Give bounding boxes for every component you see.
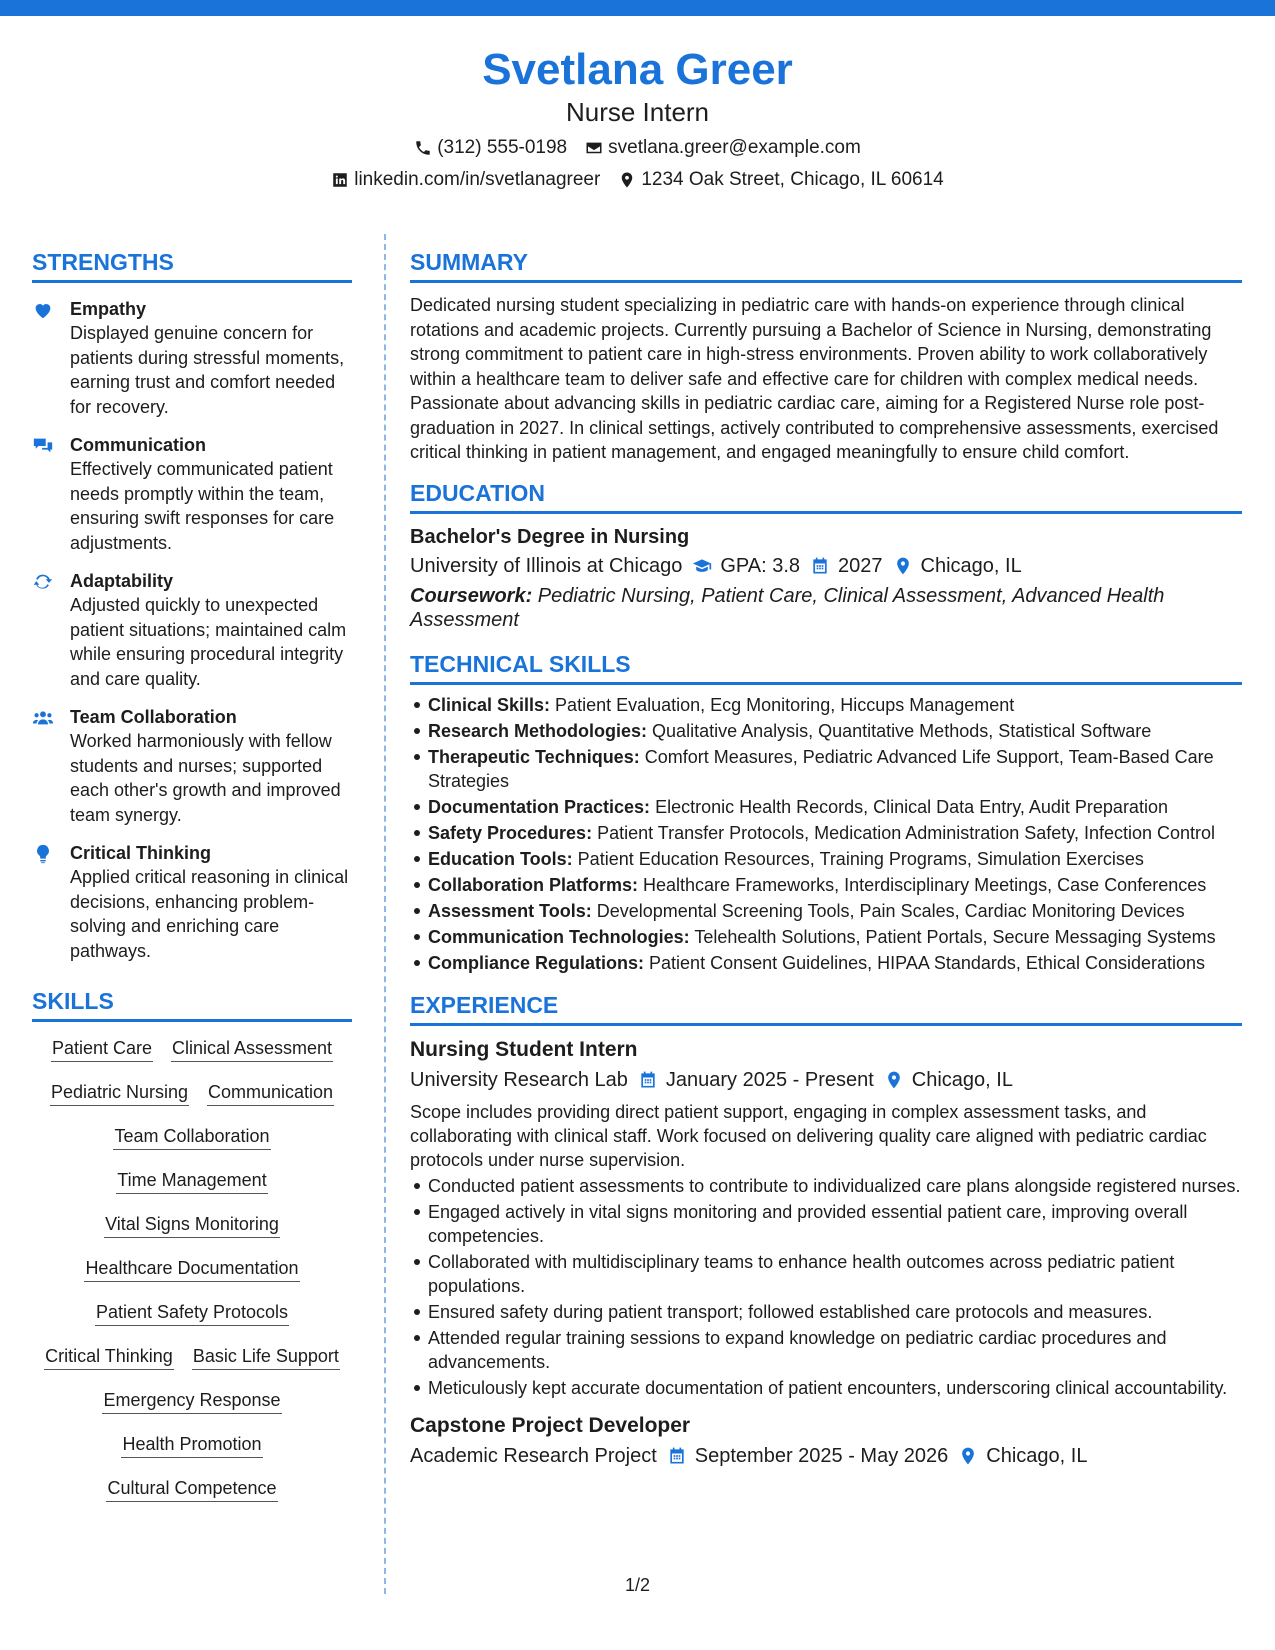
- skill-values: Patient Evaluation, Ecg Monitoring, Hiccups Management: [550, 694, 1015, 715]
- education-heading: EDUCATION: [410, 479, 1242, 514]
- skill-tag: Clinical Assessment: [171, 1036, 333, 1062]
- education-section: [410, 479, 1242, 632]
- linkedin-icon: [331, 171, 349, 189]
- list-item: [410, 719, 1242, 743]
- skill-tag: Basic Life Support: [192, 1344, 340, 1370]
- education-location: Chicago, IL: [920, 554, 1022, 577]
- strength-desc: Applied critical reasoning in clinical decisions, enhancing problem-solving and enriching care pathways.: [70, 867, 349, 961]
- strength-desc: Adjusted quickly to unexpected patient situations; maintained calm while ensuring procedural integrity and care quality.: [70, 595, 347, 689]
- map-pin-icon: [893, 556, 913, 576]
- skill-values: Qualitative Analysis, Quantitative Methods, Statistical Software: [647, 720, 1152, 741]
- skill-category: Therapeutic Techniques:: [428, 746, 640, 767]
- skill-category: Education Tools:: [428, 848, 573, 869]
- coursework-label: Coursework:: [410, 584, 533, 607]
- skill-category: Documentation Practices:: [428, 796, 651, 817]
- skill-values: Patient Consent Guidelines, HIPAA Standards, Ethical Considerations: [644, 952, 1206, 973]
- list-item: [410, 821, 1242, 845]
- job-description: Scope includes providing direct patient support, engaging in complex assessment tasks, and collaborating with clinical staff. Work focused on delivering quality care aligned with pediatric cardiac protocols under nurse supervision.: [410, 1101, 1207, 1170]
- strength-item: [32, 705, 352, 827]
- job-location: Chicago, IL: [911, 1068, 1013, 1091]
- coursework-list: Pediatric Nursing, Patient Care, Clinical Assessment, Advanced Health Assessment: [410, 584, 1165, 631]
- skill-tag: Time Management: [116, 1168, 267, 1194]
- skill-tag: Emergency Response: [102, 1388, 281, 1414]
- summary-text: Dedicated nursing student specializing in pediatric care with hands-on experience through clinical rotations and academic projects. Currently pursuing a Bachelor of Science in Nursing, demonstrating strong commitment to patient care in high-stress environments. Proven ability to work collaboratively within a healthcare team to deliver safe and effective care for children with complex medical needs. Passionate about advancing skills in pediatric cardiac care, aiming for a Registered Nurse role post-graduation in 2027. In clinical settings, actively contributed to comprehensive assessments, exercised critical thinking in patient management, and engaged meaningfully to ensure child comfort.: [410, 295, 1219, 462]
- job-bullets: [410, 1174, 1242, 1400]
- strength-desc: Displayed genuine concern for patients during stressful moments, earning trust and comfort needed for recovery.: [70, 323, 345, 417]
- skill-tag: Cultural Competence: [106, 1476, 277, 1502]
- lightbulb-icon: [32, 843, 54, 865]
- strength-title: Empathy: [70, 299, 147, 319]
- envelope-icon: [585, 139, 603, 157]
- address-text: 1234 Oak Street, Chicago, IL 60614: [641, 169, 944, 190]
- job-meta: [410, 1066, 1242, 1094]
- skill-category: Communication Technologies:: [428, 926, 690, 947]
- degree-title: Bachelor's Degree in Nursing: [410, 525, 690, 548]
- phone-contact[interactable]: [414, 136, 567, 160]
- sync-icon: [32, 571, 54, 593]
- job-meta: [410, 1442, 1242, 1470]
- calendar-icon: [638, 1070, 658, 1090]
- list-item: [410, 745, 1242, 793]
- map-pin-icon: [618, 171, 636, 189]
- list-item: Ensured safety during patient transport; followed established care protocols and measures.: [410, 1300, 1242, 1324]
- map-pin-icon: [958, 1446, 978, 1466]
- summary-heading: SUMMARY: [410, 248, 1242, 283]
- candidate-name: Svetlana Greer: [482, 45, 793, 94]
- skill-tag: Team Collaboration: [113, 1124, 270, 1150]
- graduation-cap-icon: [692, 556, 712, 576]
- skill-category: Assessment Tools:: [428, 900, 592, 921]
- skill-tag: Pediatric Nursing: [50, 1080, 189, 1106]
- contact-row-2: [0, 168, 1275, 192]
- job-dates: September 2025 - May 2026: [694, 1444, 949, 1467]
- strengths-heading: STRENGTHS: [32, 248, 352, 283]
- phone-text: (312) 555-0198: [437, 137, 568, 158]
- skill-values: Healthcare Frameworks, Interdisciplinary Meetings, Case Conferences: [638, 874, 1207, 895]
- technical-skills-section: [410, 650, 1242, 975]
- list-item: [410, 873, 1242, 897]
- left-column: [32, 248, 352, 1502]
- skills-heading: SKILLS: [32, 987, 352, 1022]
- list-item: Engaged actively in vital signs monitoring and provided essential patient care, improving overall competencies.: [410, 1200, 1242, 1248]
- linkedin-contact[interactable]: [331, 168, 600, 192]
- technical-skills-list: [410, 693, 1242, 975]
- strength-title: Communication: [70, 435, 207, 455]
- candidate-role: Nurse Intern: [565, 97, 710, 127]
- skill-values: Developmental Screening Tools, Pain Scales, Cardiac Monitoring Devices: [591, 900, 1185, 921]
- skill-category: Compliance Regulations:: [428, 952, 645, 973]
- education-meta: [410, 552, 1242, 580]
- page-number: 1/2: [624, 1575, 651, 1595]
- strength-title: Adaptability: [70, 571, 174, 591]
- contact-row-1: [0, 136, 1275, 160]
- right-column: [410, 248, 1242, 1470]
- job-title: Capstone Project Developer: [410, 1413, 691, 1437]
- list-item: [410, 951, 1242, 975]
- graduation-year: 2027: [838, 554, 883, 577]
- skill-tag: Critical Thinking: [44, 1344, 174, 1370]
- skill-values: Patient Transfer Protocols, Medication Administration Safety, Infection Control: [592, 822, 1216, 843]
- address-contact: [618, 168, 943, 192]
- experience-heading: EXPERIENCE: [410, 991, 1242, 1026]
- job-location: Chicago, IL: [986, 1444, 1088, 1467]
- job-org: University Research Lab: [410, 1068, 628, 1091]
- skill-tag: Patient Safety Protocols: [95, 1300, 289, 1326]
- column-divider: [384, 234, 386, 1594]
- job-dates: January 2025 - Present: [665, 1068, 874, 1091]
- strength-desc: Worked harmoniously with fellow students and nurses; supported each other's growth and improved team synergy.: [70, 731, 341, 825]
- skill-tag: Communication: [207, 1080, 334, 1106]
- strength-item: [32, 841, 352, 963]
- map-pin-icon: [884, 1070, 904, 1090]
- heart-icon: [32, 299, 54, 321]
- skill-category: Research Methodologies:: [428, 720, 648, 741]
- strength-desc: Effectively communicated patient needs promptly within the team, ensuring swift responses for care adjustments.: [70, 459, 335, 553]
- list-item: [410, 693, 1242, 717]
- list-item: Meticulously kept accurate documentation of patient encounters, underscoring clinical accountability.: [410, 1376, 1242, 1400]
- strength-item: [32, 297, 352, 419]
- skill-values: Comfort Measures, Pediatric Advanced Life Support, Team-Based Care Strategies: [428, 746, 1214, 791]
- linkedin-text: linkedin.com/in/svetlanagreer: [354, 169, 601, 190]
- skills-list: [32, 1036, 352, 1502]
- email-contact[interactable]: [585, 136, 861, 160]
- skill-tag: Healthcare Documentation: [84, 1256, 299, 1282]
- strength-item: [32, 569, 352, 691]
- list-item: [410, 847, 1242, 871]
- email-text: svetlana.greer@example.com: [608, 137, 861, 158]
- phone-icon: [414, 139, 432, 157]
- job-org: Academic Research Project: [410, 1444, 657, 1467]
- list-item: [410, 899, 1242, 923]
- gpa-text: GPA: 3.8: [720, 554, 801, 577]
- list-item: Conducted patient assessments to contribute to individualized care plans alongside registered nurses.: [410, 1174, 1242, 1198]
- skill-category: Clinical Skills:: [428, 694, 551, 715]
- coursework: [410, 584, 1242, 632]
- calendar-icon: [810, 556, 830, 576]
- school-name: University of Illinois at Chicago: [410, 554, 683, 577]
- list-item: Collaborated with multidisciplinary teams to enhance health outcomes across pediatric patient populations.: [410, 1250, 1242, 1298]
- skill-values: Electronic Health Records, Clinical Data Entry, Audit Preparation: [650, 796, 1168, 817]
- skill-tag: Patient Care: [51, 1036, 153, 1062]
- list-item: [410, 925, 1242, 949]
- strength-title: Critical Thinking: [70, 843, 212, 863]
- resume-header: [0, 44, 1275, 192]
- users-icon: [32, 707, 54, 729]
- skill-values: Patient Education Resources, Training Programs, Simulation Exercises: [572, 848, 1144, 869]
- list-item: [410, 795, 1242, 819]
- job-title: Nursing Student Intern: [410, 1037, 638, 1061]
- skill-category: Collaboration Platforms:: [428, 874, 639, 895]
- strength-title: Team Collaboration: [70, 707, 237, 727]
- list-item: Attended regular training sessions to expand knowledge on pediatric cardiac procedures and advancements.: [410, 1326, 1242, 1374]
- experience-section: [410, 991, 1242, 1470]
- calendar-icon: [667, 1446, 687, 1466]
- skill-category: Safety Procedures:: [428, 822, 593, 843]
- chat-icon: [32, 435, 54, 457]
- strength-item: [32, 433, 352, 555]
- top-accent-bar: [0, 0, 1275, 16]
- skill-values: Telehealth Solutions, Patient Portals, Secure Messaging Systems: [689, 926, 1216, 947]
- skill-tag: Vital Signs Monitoring: [104, 1212, 280, 1238]
- skill-tag: Health Promotion: [121, 1432, 262, 1458]
- technical-skills-heading: TECHNICAL SKILLS: [410, 650, 1242, 685]
